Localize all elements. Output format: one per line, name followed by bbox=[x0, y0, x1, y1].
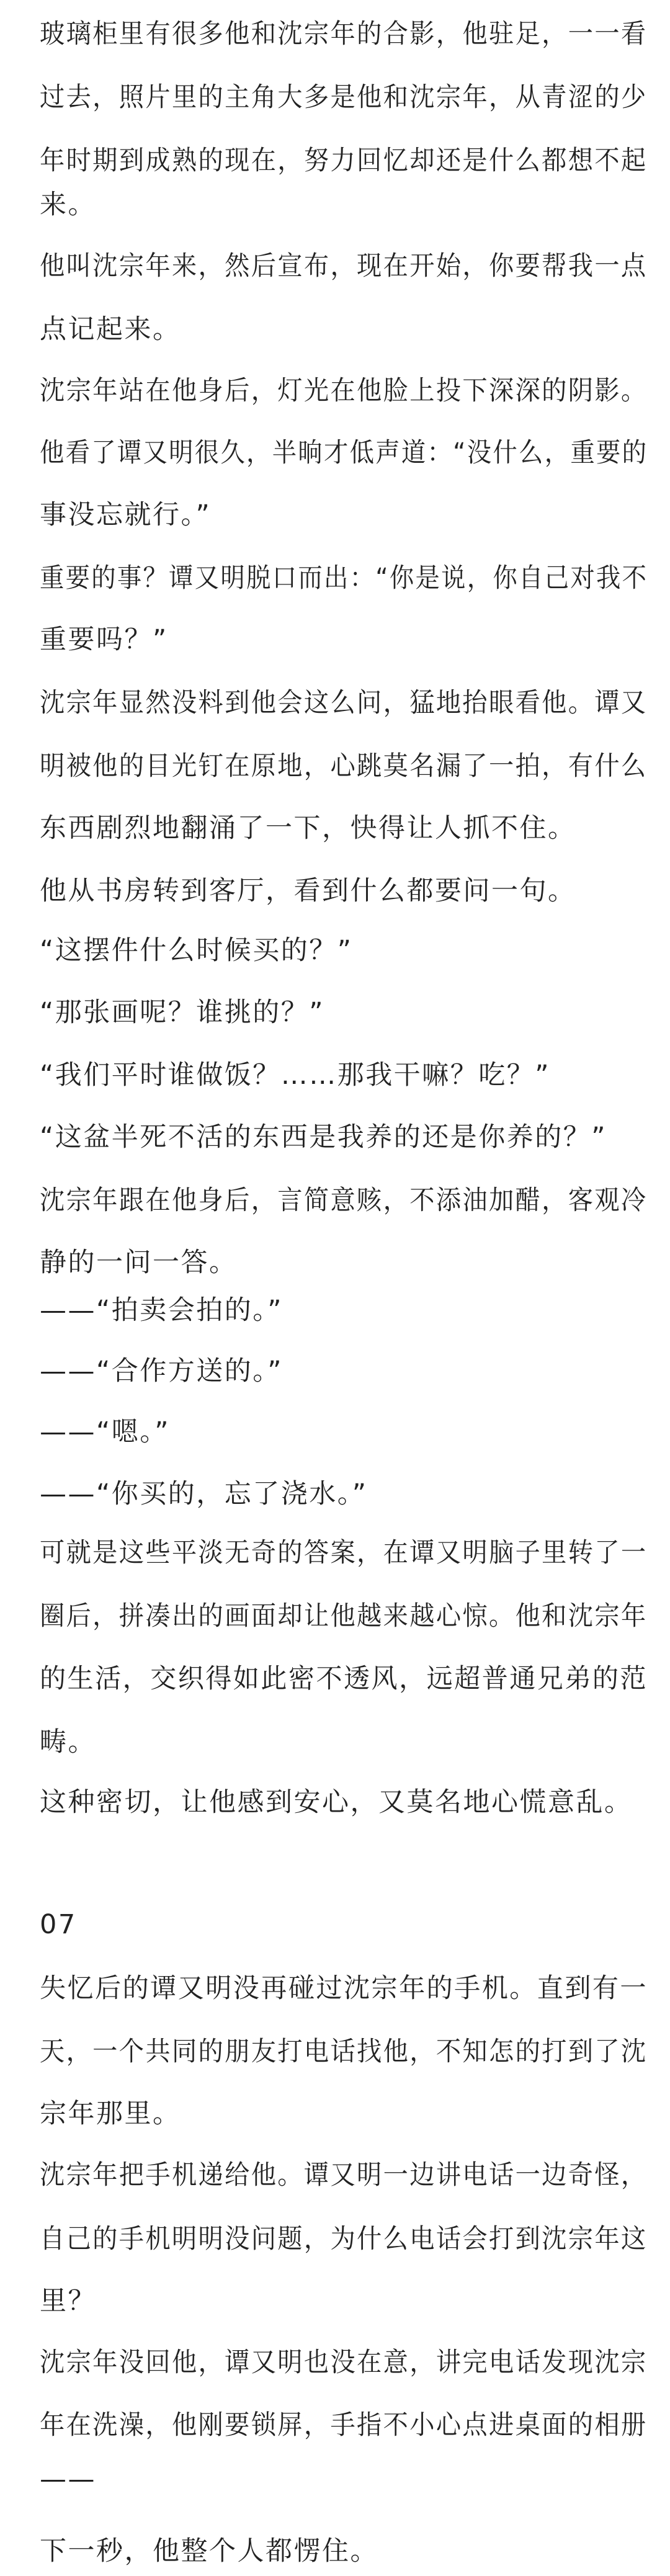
text-line: 重要吗？” bbox=[40, 624, 168, 655]
text-line: 年在洗澡，他刚要锁屏，手指不小心点进桌面的相册 bbox=[40, 2410, 648, 2441]
text-line: 过去，照片里的主角大多是他和沈宗年，从青涩的少 bbox=[40, 82, 648, 113]
text-line: 自己的手机明明没问题，为什么电话会打到沈宗年这 bbox=[40, 2224, 648, 2255]
text-line: ——“嗯。” bbox=[40, 1416, 171, 1447]
section-number: 07 bbox=[40, 1909, 77, 1940]
text-line: 沈宗年跟在他身后，言简意赅，不添油加醋，客观冷 bbox=[40, 1185, 648, 1216]
text-line: 可就是这些平淡无奇的答案，在谭又明脑子里转了一 bbox=[40, 1537, 648, 1568]
text-line: 圈后，拼凑出的画面却让他越来越心惊。他和沈宗年 bbox=[40, 1601, 648, 1632]
text-line: 里？ bbox=[40, 2286, 96, 2317]
text-line: 东西剧烈地翻涌了一下，快得让人抓不住。 bbox=[40, 813, 576, 844]
text-line: ——“拍卖会拍的。” bbox=[40, 1295, 284, 1326]
text-line: “我们平时谁做饭？……那我干嘛？吃？” bbox=[40, 1060, 551, 1091]
text-line: 点记起来。 bbox=[40, 314, 181, 345]
text-line: 畴。 bbox=[40, 1727, 96, 1758]
text-line: 他叫沈宗年来，然后宣布，现在开始，你要帮我一点 bbox=[40, 251, 648, 282]
text-line: 沈宗年显然没料到他会这么问，猛地抬眼看他。谭又 bbox=[40, 687, 648, 718]
text-line: 天，一个共同的朋友打电话找他，不知怎的打到了沈 bbox=[40, 2036, 648, 2067]
text-line: 明被他的目光钉在原地，心跳莫名漏了一拍，有什么 bbox=[40, 751, 648, 782]
text-line: 重要的事？谭又明脱口而出：“你是说，你自己对我不 bbox=[40, 563, 648, 594]
text-line: 的生活，交织得如此密不透风，远超普通兄弟的范 bbox=[40, 1663, 648, 1694]
text-line: 失忆后的谭又明没再碰过沈宗年的手机。直到有一 bbox=[40, 1973, 648, 2004]
text-line: 他从书房转到客厅，看到什么都要问一句。 bbox=[40, 875, 576, 906]
text-line: “那张画呢？谁挑的？” bbox=[40, 997, 325, 1028]
text-line: 来。 bbox=[40, 189, 96, 220]
text-line: ——“你买的，忘了浇水。” bbox=[40, 1478, 368, 1509]
text-line: 事没忘就行。” bbox=[40, 499, 212, 530]
text-line: 这种密切，让他感到安心，又莫名地心慌意乱。 bbox=[40, 1787, 633, 1818]
text-line: “这摆件什么时候买的？” bbox=[40, 935, 353, 966]
text-line: 下一秒，他整个人都愣住。 bbox=[40, 2536, 378, 2567]
text-line: 他看了谭又明很久，半晌才低声道：“没什么，重要的 bbox=[40, 437, 648, 468]
text-line: 沈宗年把手机递给他。谭又明一边讲电话一边奇怪， bbox=[40, 2160, 648, 2191]
text-line: 沈宗年没回他，谭又明也没在意，讲完电话发现沈宗 bbox=[40, 2347, 648, 2378]
text-line: 静的一问一答。 bbox=[40, 1247, 238, 1278]
text-line: 年时期到成熟的现在，努力回忆却还是什么都想不起 bbox=[40, 145, 648, 176]
text-line: —— bbox=[40, 2464, 96, 2495]
text-line: 宗年那里。 bbox=[40, 2098, 181, 2129]
text-line: 沈宗年站在他身后，灯光在他脸上投下深深的阴影。 bbox=[40, 375, 648, 406]
text-line: 玻璃柜里有很多他和沈宗年的合影，他驻足，一一看 bbox=[40, 19, 648, 50]
text-line: “这盆半死不活的东西是我养的还是你养的？” bbox=[40, 1122, 607, 1153]
text-line: ——“合作方送的。” bbox=[40, 1356, 284, 1387]
